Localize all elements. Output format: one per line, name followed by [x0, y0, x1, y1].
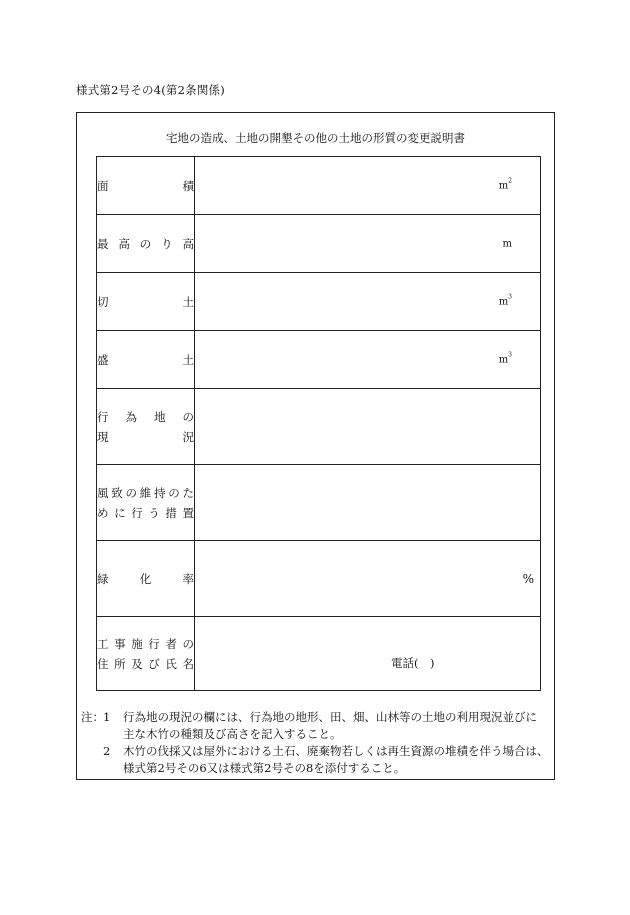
field-label-char: 盛	[97, 352, 109, 367]
document-frame	[76, 112, 555, 780]
table-row	[97, 465, 541, 541]
table-row	[97, 273, 541, 331]
field-value[interactable]	[195, 389, 541, 465]
note-number: 1	[103, 710, 111, 724]
field-label-char: 地	[154, 409, 166, 424]
field-label-line	[97, 292, 194, 312]
field-label-char: 化	[139, 571, 152, 586]
field-label-char: の	[182, 409, 194, 424]
notes-lead: 注：	[81, 710, 104, 724]
table-row	[97, 157, 541, 215]
field-label-char: の	[168, 485, 180, 500]
note-text-line: 様式第2号その6又は様式第2号その8を添付すること。	[123, 761, 406, 775]
field-label-char: 為	[125, 409, 137, 424]
field-value[interactable]	[195, 157, 541, 215]
note-text-line: 行為地の現況の欄には、行為地の地形、田、畑、山林等の土地の利用現況並びに	[123, 710, 537, 724]
field-label-char: の	[182, 636, 194, 651]
field-value[interactable]	[195, 331, 541, 389]
field-label-line	[97, 407, 194, 427]
field-value[interactable]	[195, 215, 541, 273]
field-label-char: 土	[182, 294, 194, 309]
field-label-char: び	[148, 656, 160, 671]
field-label-char: 者	[165, 636, 177, 651]
note-text-line: 主な木竹の種類及び高さを記入すること。	[123, 727, 342, 741]
unit-label	[498, 177, 512, 191]
unit-label	[498, 351, 512, 365]
field-label-char: 事	[114, 636, 126, 651]
field-label-char: 氏	[165, 656, 177, 671]
field-label-char: 高	[118, 236, 130, 251]
form-table	[96, 156, 541, 691]
field-label-char: り	[161, 236, 173, 251]
field-label-char: 持	[154, 485, 166, 500]
table-row	[97, 389, 541, 465]
field-label-line	[97, 234, 194, 254]
field-label-char: 高	[182, 236, 194, 251]
note-number: 2	[103, 744, 111, 758]
field-label-char: 措	[165, 505, 177, 520]
field-label	[97, 465, 195, 541]
field-label-char: た	[182, 485, 194, 500]
field-label	[97, 215, 195, 273]
field-label-line	[97, 503, 194, 523]
unit-symbol: m	[498, 354, 509, 365]
form-number-label: 様式第2号その4(第2条関係)	[76, 83, 225, 97]
field-label-char: 現	[97, 429, 109, 444]
field-label-char: 積	[182, 178, 194, 193]
note-text-line: 木竹の伐採又は屋外における土石、廃棄物若しくは再生資源の堆積を伴う場合は、	[123, 744, 549, 758]
unit-symbol: m	[498, 180, 509, 191]
field-label-char: 緑	[97, 571, 109, 586]
table-row	[97, 215, 541, 273]
field-label-char: 行	[131, 505, 143, 520]
field-label	[97, 331, 195, 389]
unit-symbol: m	[498, 296, 509, 307]
field-label-char: 施	[131, 636, 143, 651]
field-label-char: 土	[182, 352, 194, 367]
field-label	[97, 541, 195, 617]
field-label-char: 面	[97, 178, 109, 193]
unit-exponent: 3	[508, 351, 512, 358]
field-label-char: の	[139, 236, 152, 251]
unit-symbol: %	[522, 571, 534, 586]
field-label-char: 致	[111, 485, 123, 500]
field-label-line	[97, 176, 194, 196]
unit-label	[503, 238, 512, 249]
field-label-line	[97, 483, 194, 503]
table-row	[97, 617, 541, 691]
unit-exponent: 2	[508, 177, 512, 184]
unit-label	[498, 293, 512, 307]
field-label-char: 及	[131, 656, 143, 671]
field-label	[97, 273, 195, 331]
table-row	[97, 541, 541, 617]
field-label-char: 率	[182, 571, 194, 586]
field-label-char: 工	[97, 636, 109, 651]
field-label-char: う	[148, 505, 160, 520]
field-label-char: 名	[182, 656, 194, 671]
field-label-char: 最	[97, 236, 109, 251]
field-label-char: 置	[182, 505, 194, 520]
unit-exponent: 3	[508, 293, 512, 300]
field-label-char: 住	[97, 656, 109, 671]
field-label-line	[97, 569, 194, 589]
unit-label	[523, 572, 534, 586]
field-label-char: 維	[139, 485, 152, 500]
field-label	[97, 157, 195, 215]
document-title: 宅地の造成、土地の開墾その他の土地の形質の変更説明書	[166, 131, 465, 145]
phone-label: 電話( )	[391, 656, 435, 670]
field-label-line	[97, 427, 194, 447]
field-label-char: 所	[114, 656, 126, 671]
table-row	[97, 331, 541, 389]
field-label-char: 況	[182, 429, 194, 444]
field-value[interactable]	[195, 617, 541, 691]
field-value[interactable]	[195, 273, 541, 331]
field-label-char: に	[114, 505, 126, 520]
field-label-char: 行	[148, 636, 160, 651]
field-label-char: 行	[97, 409, 109, 424]
field-label	[97, 617, 195, 691]
field-label	[97, 389, 195, 465]
field-label-line	[97, 634, 194, 654]
field-value[interactable]	[195, 541, 541, 617]
field-label-char: め	[97, 505, 109, 520]
field-label-char: 切	[97, 294, 109, 309]
field-value[interactable]	[195, 465, 541, 541]
field-label-line	[97, 350, 194, 370]
field-label-char: 風	[97, 485, 109, 500]
field-label-line	[97, 654, 194, 674]
field-label-char: の	[125, 485, 137, 500]
unit-symbol: m	[502, 238, 512, 249]
